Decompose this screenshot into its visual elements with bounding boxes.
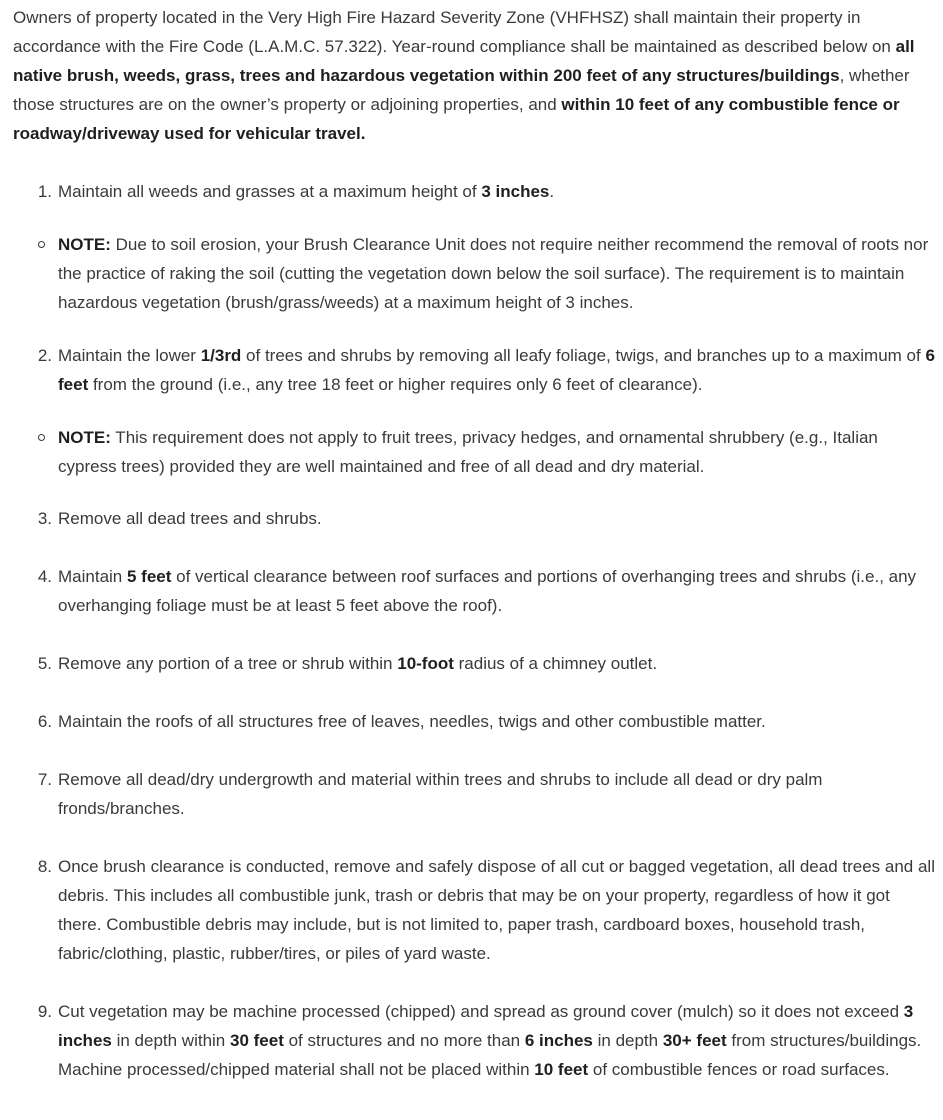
list-item-1 [37, 177, 936, 206]
list-item-5 [37, 649, 936, 678]
circle-bullet-icon [38, 434, 45, 441]
list-item-6 [37, 707, 936, 736]
item-text: Cut vegetation may be machine processed (chipped) and spread as ground cover (mulch) so it does not exceed [58, 1002, 904, 1021]
item-emphasis: 10-foot [397, 654, 454, 673]
item-emphasis: 3 inches [58, 1002, 914, 1050]
item-text: . [549, 182, 555, 201]
item-emphasis: 6 inches [524, 1031, 593, 1050]
note-text: This requirement does not apply to fruit trees, privacy hedges, and ornamental shrubbery (e.g., Italian cypress trees) provided they are well maintained and free of all dead and dry material. [58, 428, 878, 476]
item-number: 4. [37, 567, 52, 586]
item-text: of combustible fences or road surfaces. [588, 1060, 890, 1079]
item-text: Remove all dead/dry undergrowth and material within trees and shrubs to include all dead or dry palm fronds/branches. [58, 770, 823, 818]
item-text: Maintain the roofs of all structures free of leaves, needles, twigs and other combustible matter. [58, 712, 766, 731]
item-text: from structures/buildings. Machine processed/chipped material shall not be placed within [58, 1031, 922, 1079]
item-text: Maintain the lower [58, 346, 201, 365]
intro-text: , whether those structures are on the owner’s property or adjoining properties, and [13, 66, 910, 114]
item-emphasis: 5 feet [126, 567, 172, 586]
list-item-9 [37, 997, 936, 1084]
item-emphasis: 30+ feet [662, 1031, 727, 1050]
list-item-3 [37, 504, 936, 533]
item-text: in depth within [111, 1031, 230, 1050]
item-text: of vertical clearance between roof surfaces and portions of overhanging trees and shrubs (i.e., any overhanging foliage must be at least 5 feet above the roof). [58, 567, 917, 615]
item-number: 9. [37, 1002, 52, 1021]
item-number: 7. [37, 770, 52, 789]
note-label: NOTE: [58, 235, 111, 254]
intro-emphasis: within 10 feet of any combustible fence or roadway/driveway used for vehicular travel. [13, 95, 900, 143]
item-text: radius of a chimney outlet. [453, 654, 658, 673]
note-item-1 [58, 230, 936, 317]
item-text: Remove any portion of a tree or shrub within [58, 654, 398, 673]
note-text: Due to soil erosion, your Brush Clearance Unit does not require neither recommend the removal of roots nor the practice of raking the soil (cutting the vegetation down below the soil surface). The requirement is to maintain hazardous vegetation (brush/grass/weeds) at a maximum height of 3 inches. [58, 235, 929, 312]
intro-emphasis: all native brush, weeds, grass, trees and hazardous vegetation within 200 feet of any structures/buildings [13, 37, 915, 85]
item-text: Maintain [58, 567, 127, 586]
intro-text: Owners of property located in the Very High Fire Hazard Severity Zone (VHFHSZ) shall maintain their property in accordance with the Fire Code (L.A.M.C. 57.322). Year-round compliance shall be maintained as described below on [13, 8, 896, 56]
item-number: 2. [37, 346, 52, 365]
list-item-7 [37, 765, 936, 823]
item-number: 6. [37, 712, 52, 731]
item-text: of trees and shrubs by removing all leafy foliage, twigs, and branches up to a maximum of [241, 346, 926, 365]
item-text: Remove all dead trees and shrubs. [58, 509, 322, 528]
item-emphasis: 1/3rd [200, 346, 242, 365]
item-text: Maintain all weeds and grasses at a maximum height of [58, 182, 482, 201]
item-emphasis: 10 feet [534, 1060, 589, 1079]
note-label: NOTE: [58, 428, 111, 447]
list-item-2 [37, 341, 936, 399]
item-number: 8. [37, 857, 52, 876]
item-text: Once brush clearance is conducted, remove and safely dispose of all cut or bagged vegetation, all dead trees and all debris. This includes all combustible junk, trash or debris that may be on your property, regardless of how it got there. Combustible debris may include, but is not limited to, paper trash, cardboard boxes, household trash, fabric/clothing, plastic, rubber/tires, or piles of yard waste. [58, 857, 935, 963]
item-emphasis: 3 inches [481, 182, 550, 201]
item-text: of structures and no more than [283, 1031, 525, 1050]
note-item-2 [58, 423, 936, 481]
list-item-4 [37, 562, 936, 620]
item-emphasis: 30 feet [230, 1031, 284, 1050]
circle-bullet-icon [38, 241, 45, 248]
item-text: in depth [592, 1031, 663, 1050]
item-emphasis: 6 feet [58, 346, 935, 394]
intro-paragraph [13, 3, 938, 148]
list-item-8 [37, 852, 936, 968]
item-number: 5. [37, 654, 52, 673]
item-text: from the ground (i.e., any tree 18 feet or higher requires only 6 feet of clearance). [88, 375, 703, 394]
item-number: 1. [37, 182, 52, 201]
item-number: 3. [37, 509, 52, 528]
